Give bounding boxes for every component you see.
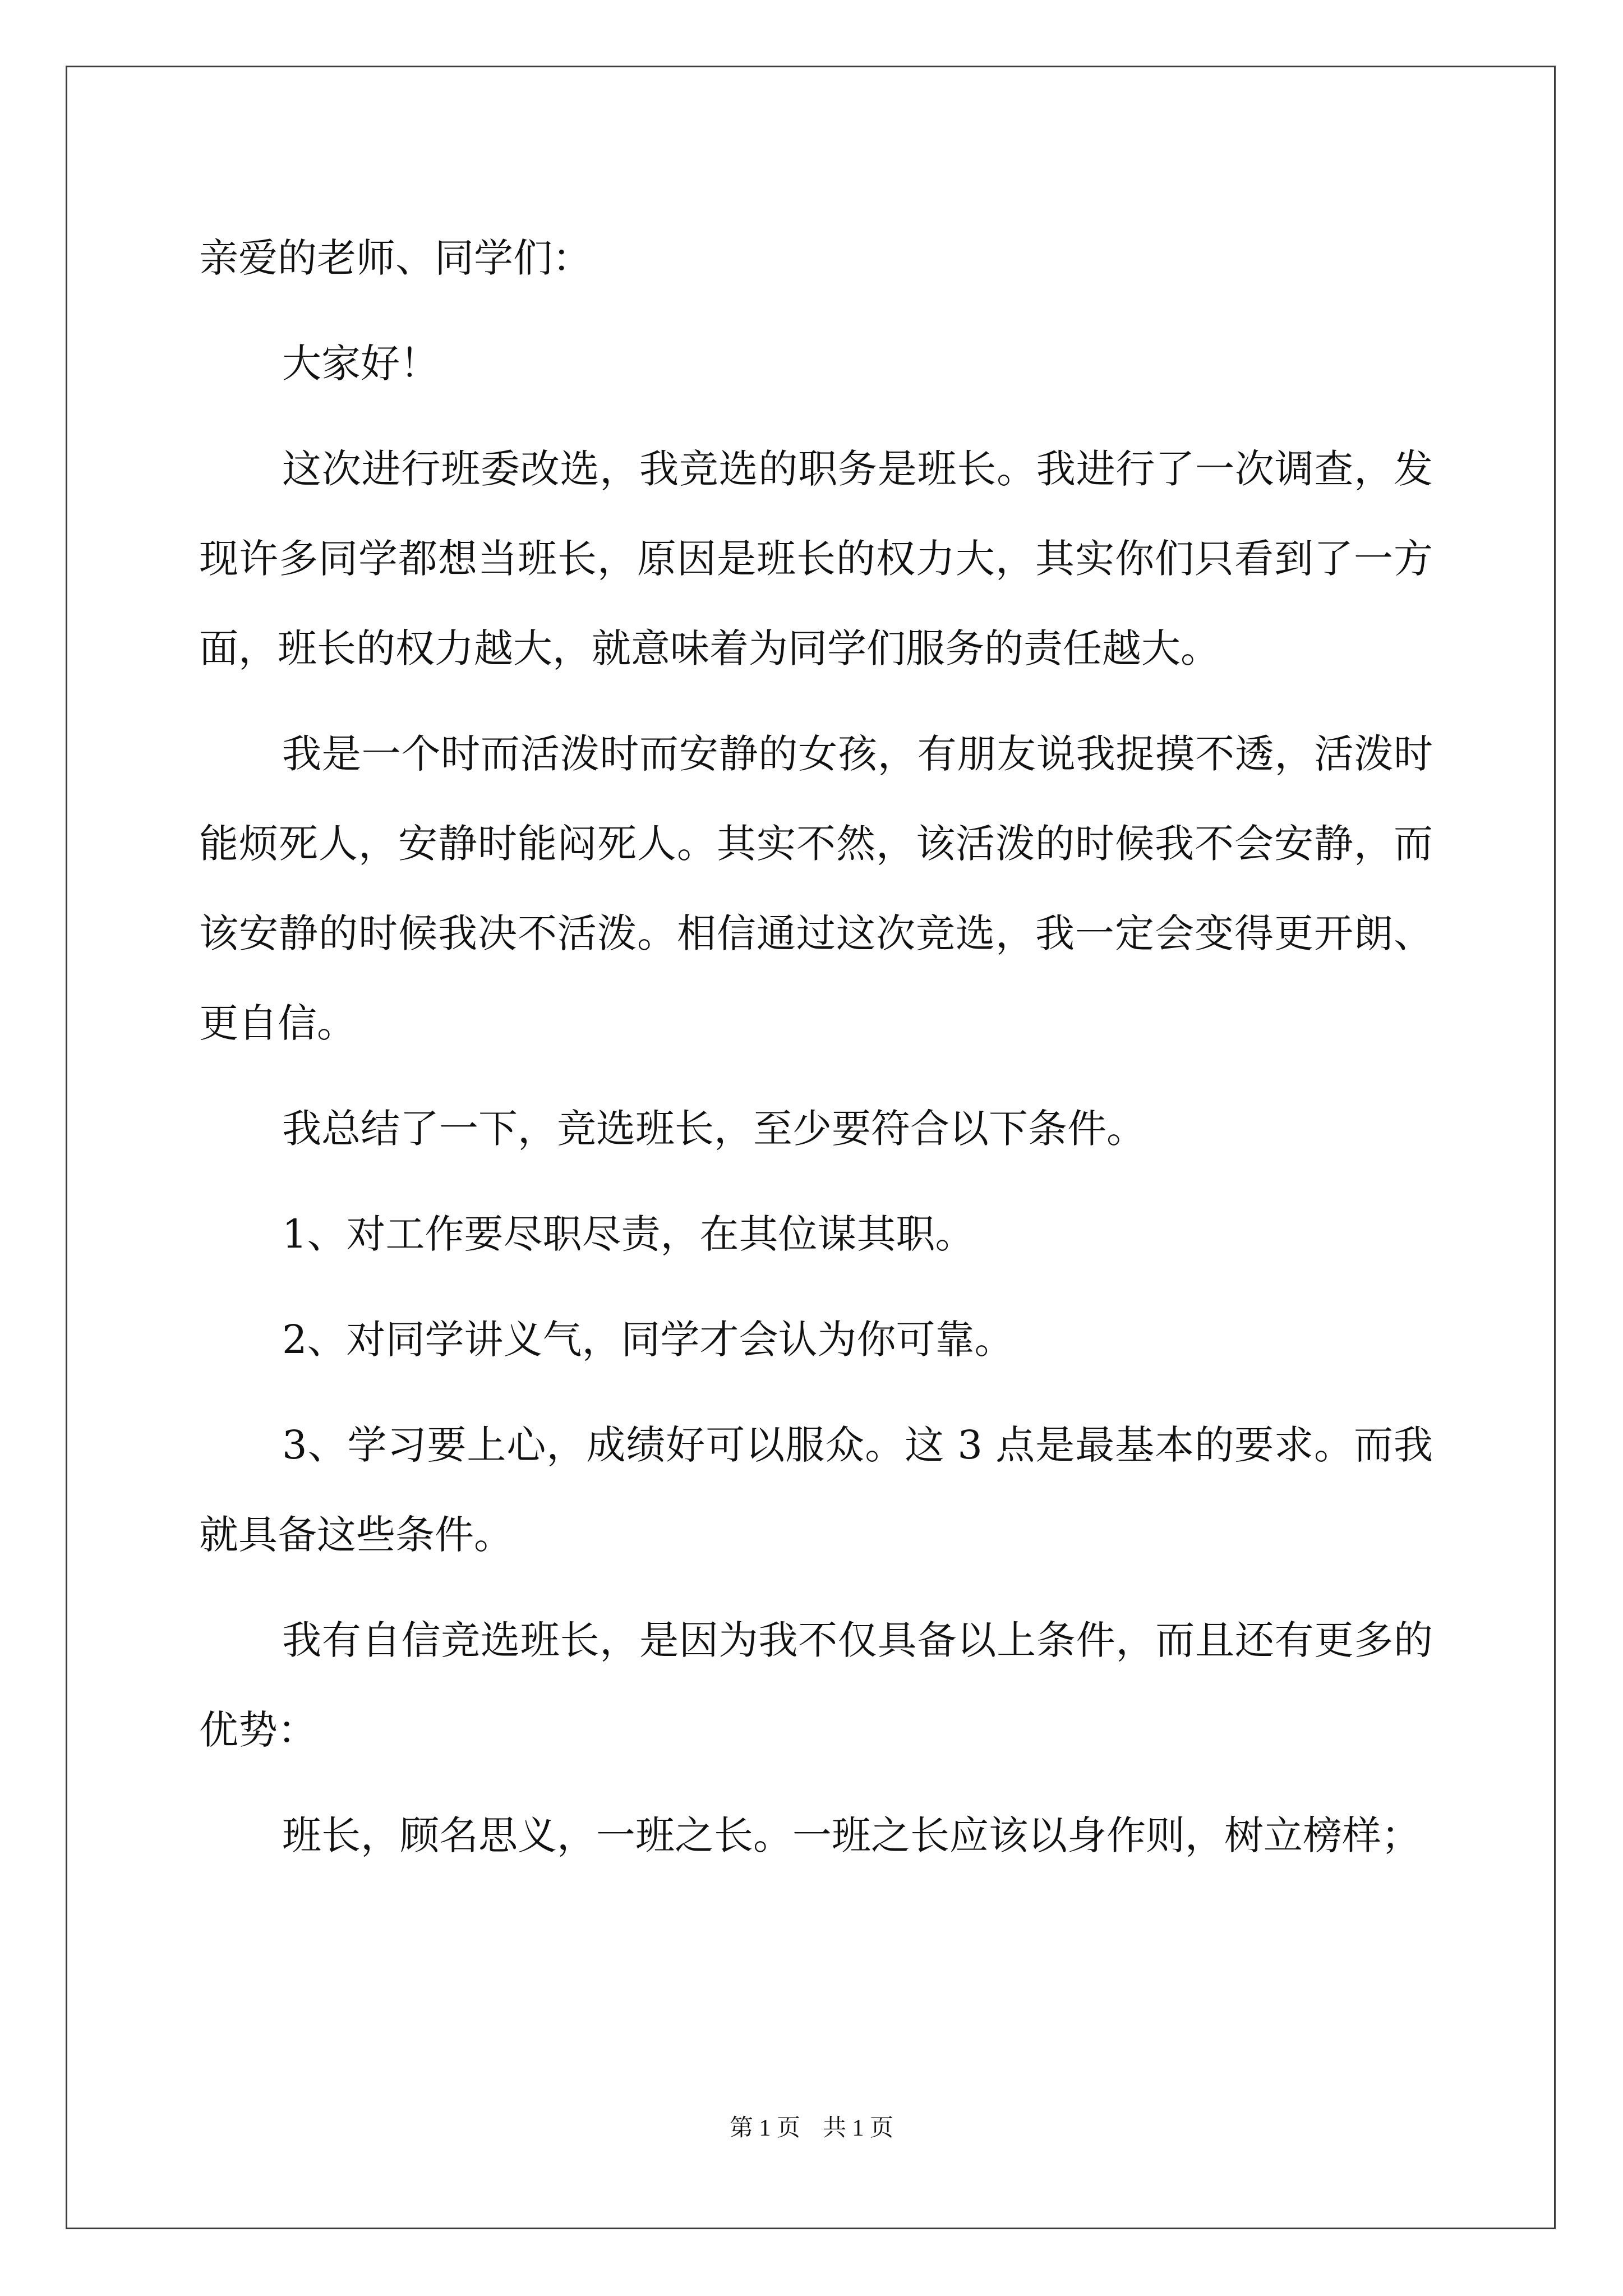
- list-item: 3、学习要上心，成绩好可以服众。这 3 点是最基本的要求。而我就具备这些条件。: [199, 1422, 1433, 1558]
- body-paragraph: 我有自信竞选班长，是因为我不仅具备以上条件，而且还有更多的优势：: [199, 1617, 1433, 1753]
- list-item: 2、对同学讲义气，同学才会认为你可靠。: [282, 1317, 1014, 1363]
- body-paragraph: 我是一个时而活泼时而安静的女孩，有朋友说我捉摸不透，活泼时能烦死人，安静时能闷死人。其实不然，该活泼的时候我不会安静，而该安静的时候我决不活泼。相信通过这次竞选，我一定会变得更开朗、更自信。: [199, 731, 1433, 1046]
- salutation: 亲爱的老师、同学们：: [199, 235, 592, 281]
- document-body: [199, 213, 1433, 1896]
- page-footer: [0, 2109, 1623, 2143]
- body-paragraph: 我总结了一下，竞选班长，至少要符合以下条件。: [282, 1106, 1146, 1152]
- body-paragraph: 班长，顾名思义，一班之长。一班之长应该以身作则，树立榜样；: [282, 1812, 1421, 1858]
- greeting-paragraph: 大家好！: [282, 341, 439, 386]
- page-number: 第 1 页: [729, 2115, 800, 2141]
- body-paragraph: 这次进行班委改选，我竞选的职务是班长。我进行了一次调查，发现许多同学都想当班长，原因是班长的权力大，其实你们只看到了一方面，班长的权力越大，就意味着为同学们服务的责任越大。: [199, 446, 1433, 671]
- list-item: 1、对工作要尽职尽责，在其位谋其职。: [282, 1211, 975, 1257]
- page-total: 共 1 页: [823, 2115, 894, 2141]
